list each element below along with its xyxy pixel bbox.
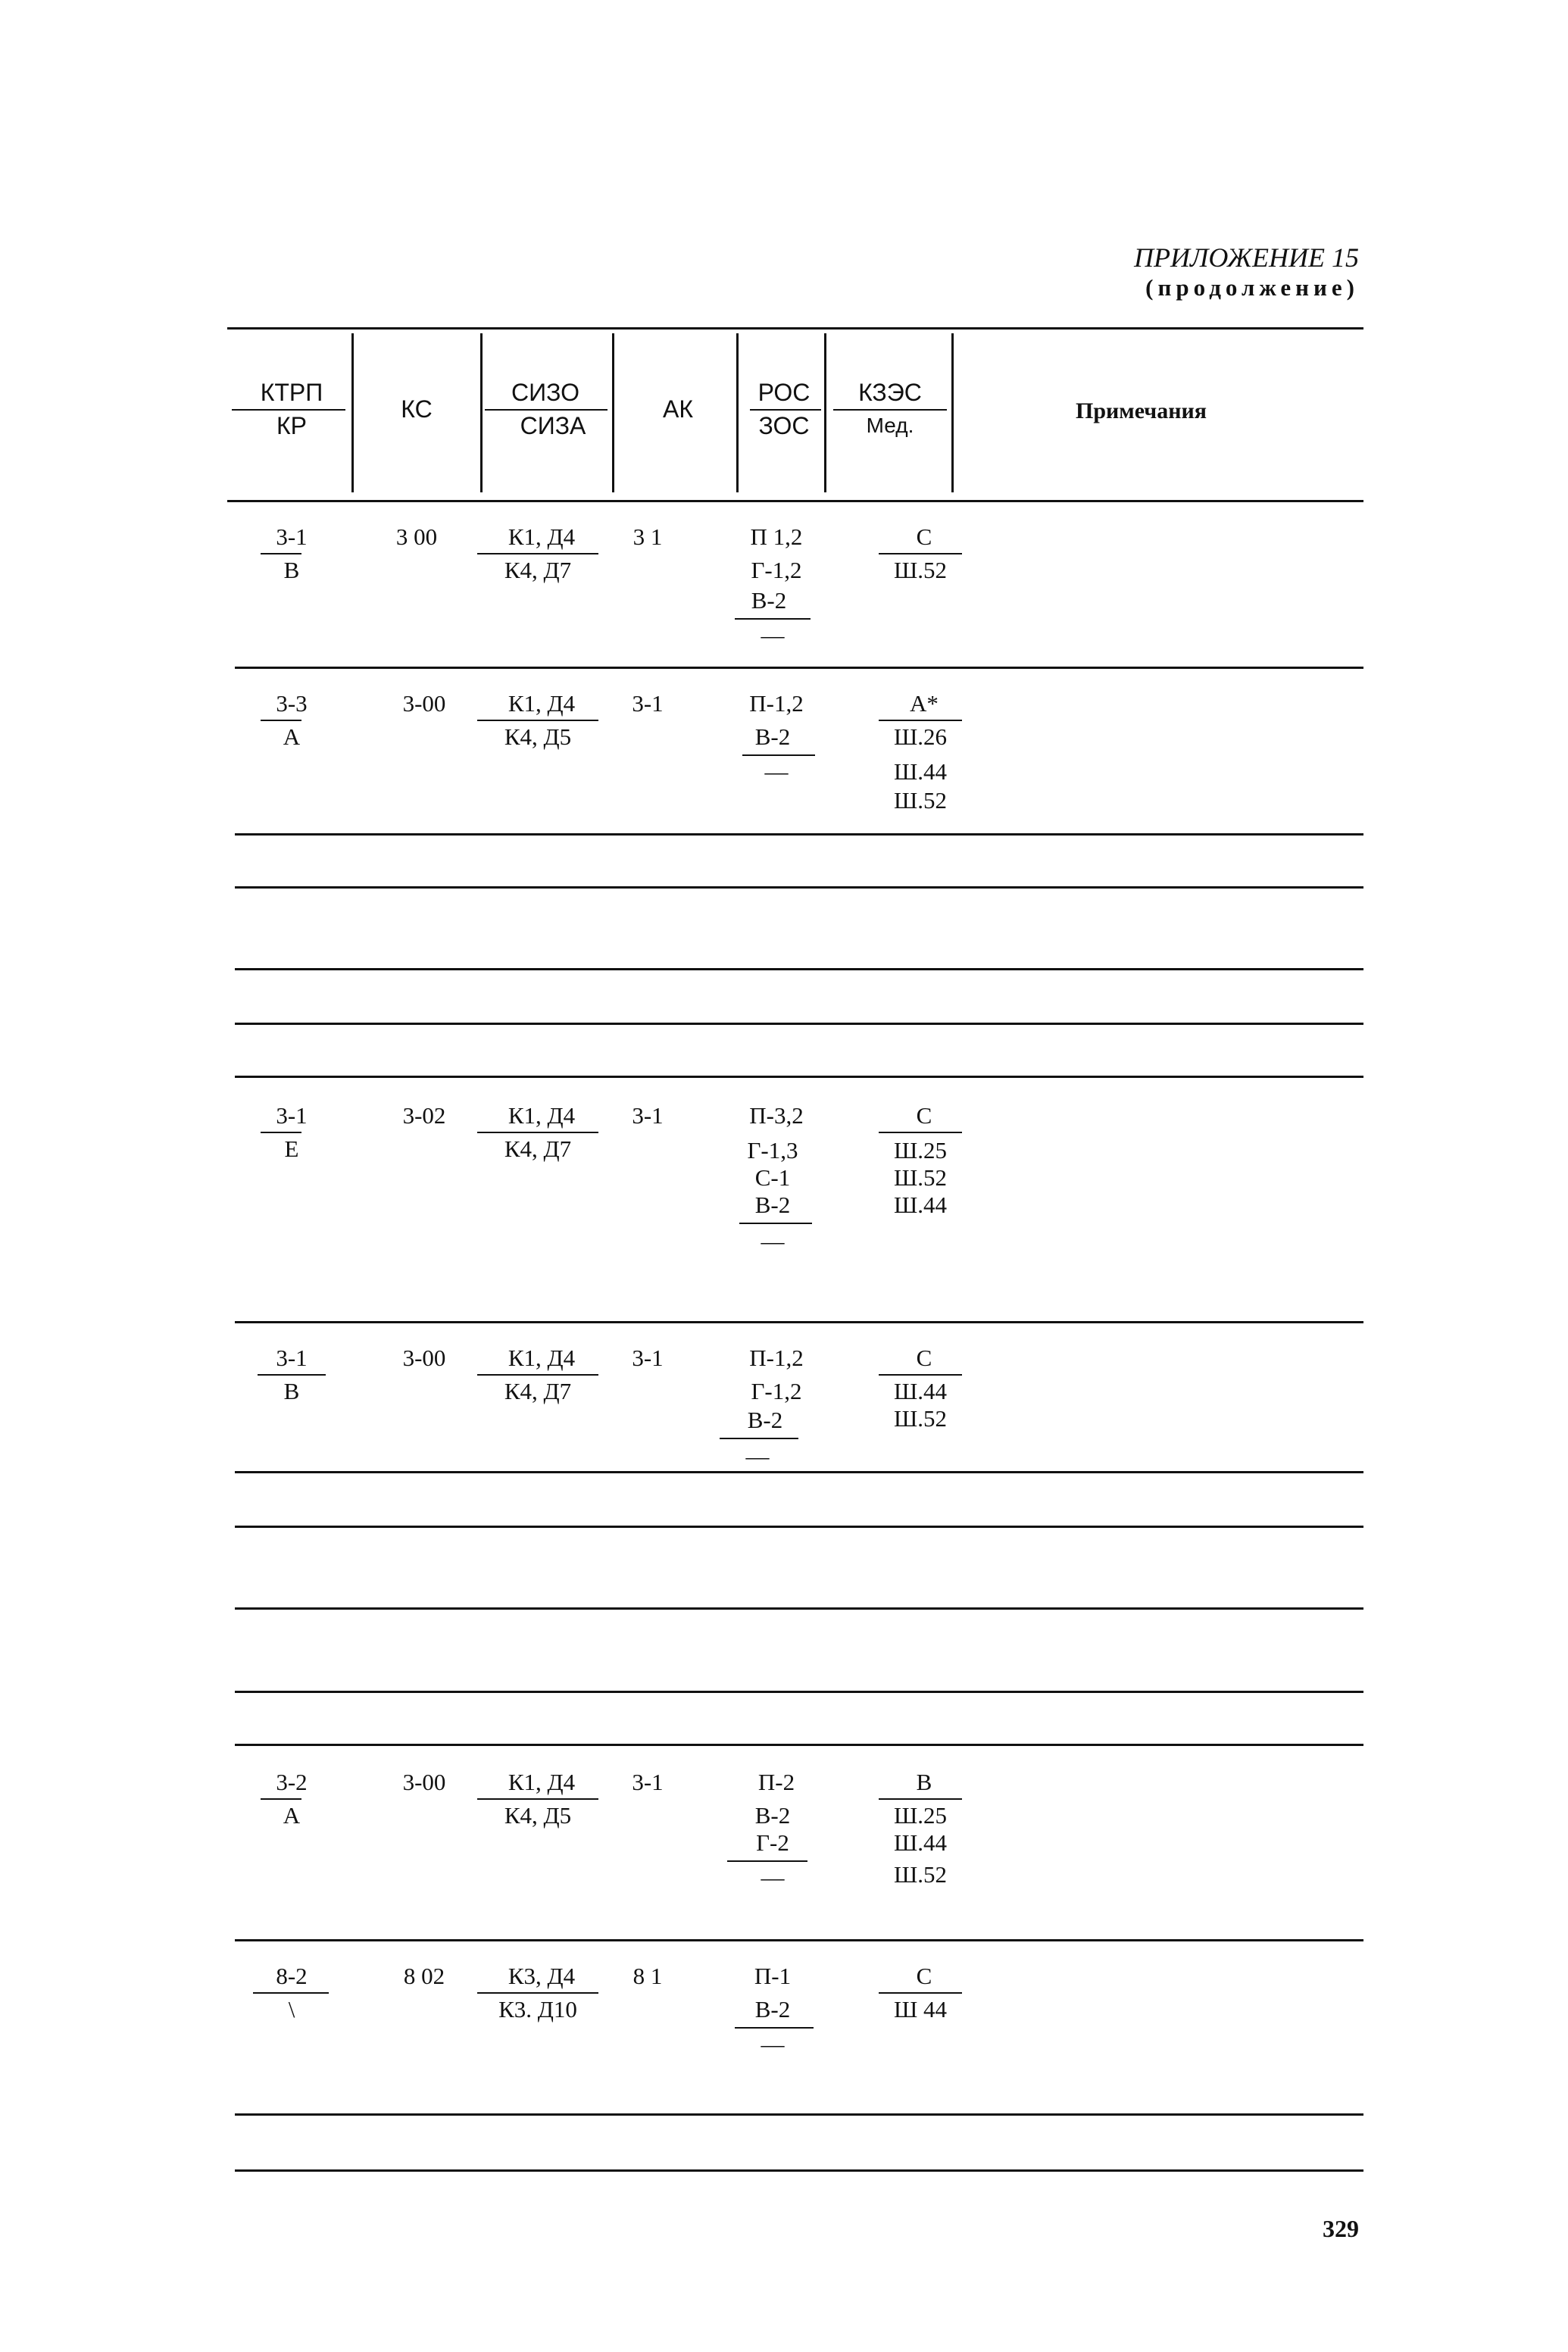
row-rule bbox=[235, 1076, 1363, 1078]
kzes-value: С bbox=[916, 1963, 932, 1989]
fraction-bar bbox=[261, 553, 301, 554]
med-value: Ш.25 bbox=[893, 1137, 948, 1164]
ros-value: П-1,2 bbox=[749, 690, 804, 717]
ktrp-value: 3-2 bbox=[276, 1769, 308, 1795]
fraction-bar bbox=[261, 720, 301, 721]
zos-value: — bbox=[745, 1443, 770, 1470]
kr-value: А bbox=[283, 723, 301, 750]
col-siza: СИЗА bbox=[520, 412, 586, 439]
appendix-subtitle: (продолжение) bbox=[1145, 274, 1359, 301]
zos-value: — bbox=[761, 1228, 785, 1254]
col-sizo: СИЗО bbox=[511, 379, 579, 406]
fraction-bar bbox=[477, 1798, 598, 1800]
med-value: Ш 44 bbox=[893, 1996, 948, 2022]
fraction-bar bbox=[485, 409, 608, 411]
header-bottom-rule bbox=[227, 500, 1363, 502]
med-value: Ш.52 bbox=[893, 1164, 948, 1191]
fraction-bar bbox=[477, 720, 598, 721]
sizo-value: К1, Д4 bbox=[508, 1345, 576, 1371]
kzes-value: С bbox=[916, 523, 932, 550]
row-rule bbox=[235, 1607, 1363, 1610]
fraction-bar bbox=[735, 2027, 814, 2029]
med-value: Ш.26 bbox=[893, 723, 948, 750]
ros-value: Г-1,2 bbox=[751, 1378, 802, 1404]
ktrp-value: 3-1 bbox=[276, 1345, 308, 1371]
row-rule bbox=[235, 968, 1363, 970]
ks-value: 3 00 bbox=[395, 523, 438, 550]
col-ros: РОС bbox=[757, 379, 811, 406]
fraction-bar bbox=[261, 1132, 301, 1133]
row-rule bbox=[235, 1471, 1363, 1473]
col-ak: АК bbox=[663, 395, 693, 423]
ros-value: Г-1,2 bbox=[751, 557, 802, 583]
row-rule bbox=[235, 1526, 1363, 1528]
ktrp-value: 3-1 bbox=[276, 1102, 308, 1129]
fraction-bar bbox=[720, 1438, 798, 1439]
appendix-title: ПРИЛОЖЕНИЕ 15 bbox=[1134, 242, 1359, 273]
row-rule bbox=[235, 1939, 1363, 1941]
ak-value: 8 1 bbox=[633, 1963, 663, 1989]
fraction-bar bbox=[261, 1798, 301, 1800]
table-top-rule bbox=[227, 327, 1363, 330]
col-divider bbox=[736, 333, 739, 492]
med-value: Ш.44 bbox=[893, 758, 948, 785]
ak-value: 3-1 bbox=[632, 1102, 664, 1129]
sizo-value: К3, Д4 bbox=[508, 1963, 576, 1989]
kr-value: В bbox=[283, 557, 300, 583]
med-value: Ш.52 bbox=[893, 1405, 948, 1432]
ktrp-value: 3-3 bbox=[276, 690, 308, 717]
col-notes: Примечания bbox=[1076, 398, 1207, 423]
row-rule bbox=[235, 1744, 1363, 1746]
col-divider bbox=[951, 333, 954, 492]
kr-value: В bbox=[283, 1378, 300, 1404]
ks-value: 3-02 bbox=[402, 1102, 446, 1129]
med-value: Ш.52 bbox=[893, 557, 948, 583]
ks-value: 8 02 bbox=[403, 1963, 445, 1989]
row-rule bbox=[235, 1321, 1363, 1323]
ros-value: П-1,2 bbox=[749, 1345, 804, 1371]
col-ks: КС bbox=[401, 395, 433, 423]
table-bottom-rule bbox=[235, 2169, 1363, 2172]
kzes-value: В bbox=[916, 1769, 932, 1795]
ros-value: В-2 bbox=[754, 1802, 791, 1829]
fraction-bar bbox=[879, 1992, 962, 1994]
zos-value: — bbox=[761, 1864, 785, 1891]
fraction-bar bbox=[879, 1132, 962, 1133]
fraction-bar bbox=[477, 553, 598, 554]
med-value: Ш.25 bbox=[893, 1802, 948, 1829]
fraction-bar bbox=[232, 409, 345, 411]
fraction-bar bbox=[879, 720, 962, 721]
siza-value: К4, Д7 bbox=[504, 1378, 572, 1404]
kr-value: А bbox=[283, 1802, 301, 1829]
kr-value: \ bbox=[288, 1996, 295, 2022]
col-kr: КР bbox=[276, 412, 307, 439]
ros-value: П-3,2 bbox=[749, 1102, 804, 1129]
fraction-bar bbox=[879, 553, 962, 554]
siza-value: К4, Д5 bbox=[504, 723, 572, 750]
fraction-bar bbox=[879, 1374, 962, 1376]
ktrp-value: 3-1 bbox=[276, 523, 308, 550]
col-med: Мед. bbox=[866, 414, 914, 437]
siza-value: К3. Д10 bbox=[498, 1996, 577, 2022]
ros-value: В-2 bbox=[747, 1407, 783, 1433]
fraction-bar bbox=[258, 1374, 326, 1376]
fraction-bar bbox=[727, 1860, 807, 1862]
med-value: Ш.52 bbox=[893, 1861, 948, 1888]
siza-value: К4, Д7 bbox=[504, 1135, 572, 1162]
zos-value: — bbox=[761, 2031, 785, 2057]
ros-value: В-2 bbox=[754, 723, 791, 750]
ak-value: 3 1 bbox=[633, 523, 663, 550]
fraction-bar bbox=[477, 1374, 598, 1376]
kr-value: Е bbox=[284, 1135, 299, 1162]
row-rule bbox=[235, 886, 1363, 889]
med-value: Ш.44 bbox=[893, 1378, 948, 1404]
kzes-value: С bbox=[916, 1345, 932, 1371]
ros-value: Г-1,3 bbox=[747, 1137, 798, 1164]
ros-value: Г-2 bbox=[756, 1829, 789, 1856]
row-rule bbox=[235, 1023, 1363, 1025]
ktrp-value: 8-2 bbox=[276, 1963, 308, 1989]
ak-value: 3-1 bbox=[632, 1769, 664, 1795]
ros-value: П-2 bbox=[757, 1769, 795, 1795]
col-divider bbox=[824, 333, 826, 492]
page-number: 329 bbox=[1323, 2215, 1359, 2242]
sizo-value: К1, Д4 bbox=[508, 1102, 576, 1129]
col-ktrp: КТРП bbox=[260, 379, 323, 406]
zos-value: — bbox=[764, 758, 789, 785]
zos-value: — bbox=[761, 622, 785, 648]
ks-value: 3-00 bbox=[402, 690, 446, 717]
fraction-bar bbox=[477, 1992, 598, 1994]
fraction-bar bbox=[253, 1992, 329, 1994]
ros-value: П-1 bbox=[754, 1963, 792, 1989]
ros-value: С-1 bbox=[754, 1164, 791, 1191]
fraction-bar bbox=[750, 409, 821, 411]
siza-value: К4, Д5 bbox=[504, 1802, 572, 1829]
siza-value: К4, Д7 bbox=[504, 557, 572, 583]
ros-value: В-2 bbox=[751, 587, 787, 614]
fraction-bar bbox=[477, 1132, 598, 1133]
ks-value: 3-00 bbox=[402, 1345, 446, 1371]
med-value: Ш.52 bbox=[893, 787, 948, 814]
ros-value: П 1,2 bbox=[750, 523, 803, 550]
ros-value: В-2 bbox=[754, 1192, 791, 1218]
row-rule bbox=[235, 833, 1363, 836]
row-rule bbox=[235, 667, 1363, 669]
sizo-value: К1, Д4 bbox=[508, 690, 576, 717]
col-divider bbox=[480, 333, 483, 492]
col-divider bbox=[351, 333, 354, 492]
fraction-bar bbox=[739, 1223, 812, 1224]
row-rule bbox=[235, 2113, 1363, 2116]
sizo-value: К1, Д4 bbox=[508, 1769, 576, 1795]
ks-value: 3-00 bbox=[402, 1769, 446, 1795]
fraction-bar bbox=[833, 409, 947, 411]
sizo-value: К1, Д4 bbox=[508, 523, 576, 550]
fraction-bar bbox=[735, 618, 811, 620]
ak-value: 3-1 bbox=[632, 690, 664, 717]
ak-value: 3-1 bbox=[632, 1345, 664, 1371]
med-value: Ш.44 bbox=[893, 1192, 948, 1218]
row-rule bbox=[235, 1691, 1363, 1693]
kzes-value: С bbox=[916, 1102, 932, 1129]
col-zos: ЗОС bbox=[758, 412, 810, 439]
kzes-value: А* bbox=[910, 690, 939, 717]
ros-value: В-2 bbox=[754, 1996, 791, 2022]
col-kzes: КЗЭС bbox=[858, 379, 922, 406]
fraction-bar bbox=[879, 1798, 962, 1800]
med-value: Ш.44 bbox=[893, 1829, 948, 1856]
fraction-bar bbox=[742, 754, 815, 756]
